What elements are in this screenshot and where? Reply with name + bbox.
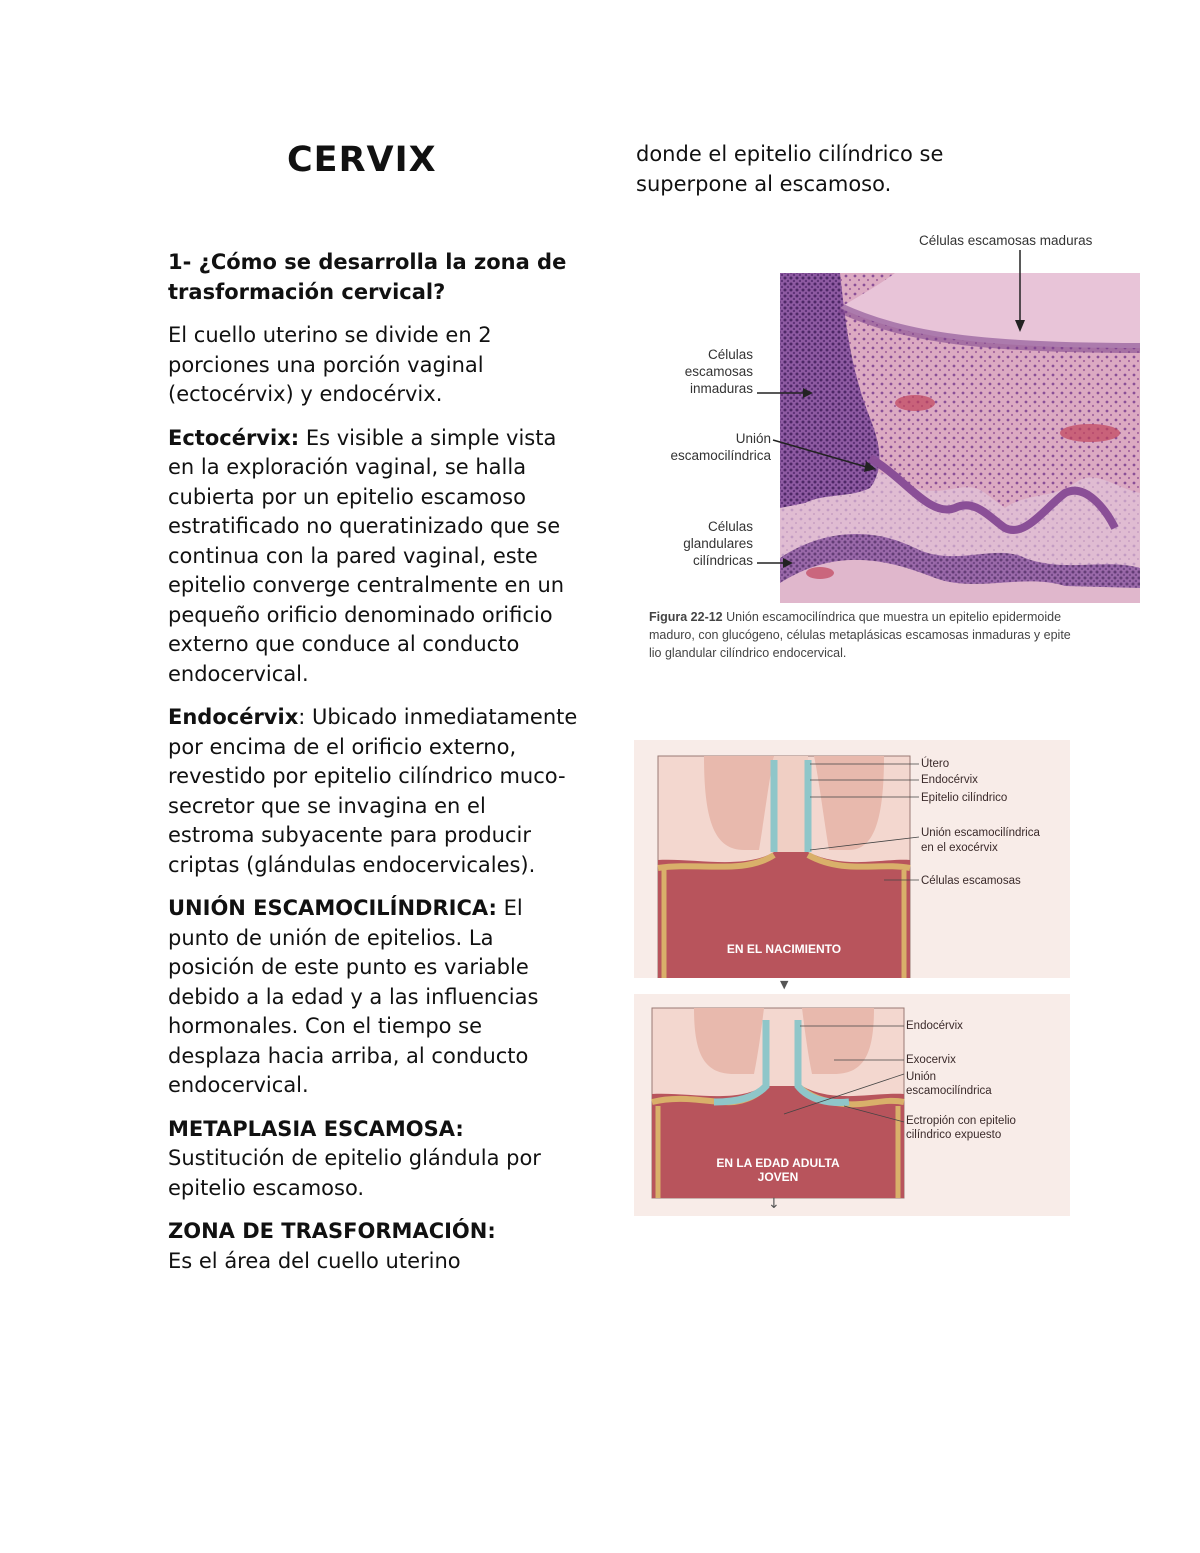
label-immature-cells [645, 346, 753, 397]
label-immature-line1: Células [707, 347, 753, 362]
birth-label-epitelio: Epitelio cilíndrico [921, 792, 1008, 804]
birth-label-exocervix: en el exocérvix [921, 842, 998, 854]
label-glandular-line1: Células [707, 519, 753, 534]
figure-caption [649, 608, 1145, 662]
caption-line2: maduro, con glucógeno, células metaplásicas escamosas inmaduras y epite [649, 628, 1071, 642]
birth-label-celulas: Células escamosas [921, 875, 1021, 887]
left-column [168, 248, 578, 1290]
label-immature-line2: escamosas [684, 364, 753, 379]
adult-label-escamocilindrica: escamocilíndrica [906, 1085, 992, 1097]
endocervix-paragraph [168, 703, 578, 880]
metaplasia-text: Sustitución de epitelio glándula por epitelio escamoso. [168, 1146, 541, 1200]
birth-label-utero: Útero [921, 758, 950, 770]
label-immature-line3: inmaduras [689, 381, 753, 396]
label-glandular-line3: cilíndricas [692, 553, 753, 568]
zona-text: Es el área del cuello uterino [168, 1248, 461, 1273]
zona-paragraph [168, 1217, 578, 1276]
question-heading: 1- ¿Cómo se desarrolla la zona de trasformación cervical? [168, 250, 567, 304]
label-mature-cells: Células escamosas maduras [919, 233, 1093, 248]
adult-label-union: Unión [906, 1071, 937, 1083]
adult-diagram [634, 994, 1070, 1216]
ectocervix-term: Ectocérvix: [168, 425, 300, 450]
union-text: El punto de unión de epitelios. La posición de este punto es variable debido a la edad y a las influencias hormonales. Con el tiempo se desplaza hacia arriba, al conducto endocervical. [168, 896, 539, 1097]
down-arrow-icon: ↓ [768, 1196, 780, 1212]
endocervix-term: Endocérvix [168, 705, 299, 729]
label-glandular-cells [645, 518, 753, 569]
page-title: CERVIX [287, 140, 437, 180]
label-union-line2: escamocilíndrica [670, 448, 771, 463]
birth-label-union: Unión escamocilíndrica [921, 827, 1040, 839]
birth-label-endocervix: Endocérvix [921, 774, 978, 786]
down-arrow-icon: ▼ [780, 978, 789, 991]
zona-term: ZONA DE TRASFORMACIÓN: [168, 1219, 496, 1243]
endocervix-text: : Ubicado inmediatamente por encima de el orificio externo, revestido por epitelio cilíndrico muco-secretor que se invagina en el estroma subyacente para producir criptas (glándulas endocervicales). [168, 705, 578, 877]
ectocervix-paragraph [168, 424, 578, 690]
adult-label-endocervix: Endocérvix [906, 1020, 963, 1032]
histology-figure [645, 228, 1145, 678]
union-paragraph [168, 894, 578, 1101]
metaplasia-term: METAPLASIA ESCAMOSA: [168, 1116, 464, 1141]
adult-label-exocervix: Exocervix [906, 1054, 956, 1066]
adult-band-label [652, 1156, 904, 1184]
adult-label-expuesto: cilíndrico expuesto [906, 1129, 1002, 1141]
caption-line1: Unión escamocilíndrica que muestra un epitelio epidermoide [722, 610, 1062, 624]
adult-band-line2: JOVEN [757, 1170, 799, 1184]
birth-band-label: EN EL NACIMIENTO [726, 942, 842, 956]
adult-label-ectropion: Ectropión con epitelio [906, 1115, 1016, 1127]
union-term: UNIÓN ESCAMOCILÍNDRICA: [168, 896, 497, 920]
metaplasia-paragraph [168, 1115, 578, 1204]
caption-line3: lio glandular cilíndrico endocervical. [649, 646, 847, 660]
caption-figure-number: Figura 22-12 [649, 610, 723, 624]
birth-diagram [634, 740, 1070, 978]
adult-band-line1: EN LA EDAD ADULTA [716, 1156, 840, 1170]
intro-paragraph: El cuello uterino se divide en 2 porciones una porción vaginal (ectocérvix) y endocérvix. [168, 323, 492, 406]
label-glandular-line2: glandulares [683, 536, 753, 551]
right-column-text: donde el epitelio cilíndrico se superpone al escamoso. [636, 142, 944, 196]
label-union-line1: Unión [735, 431, 771, 446]
ectocervix-text: Es visible a simple vista en la exploración vaginal, se halla cubierta por un epitelio escamoso estratificado no queratinizado que se continua con la pared vaginal, este epitelio converge centralmente en un pequeño orificio denominado orificio externo que conduce al conducto endocervical. [168, 425, 565, 686]
label-union [645, 430, 771, 464]
